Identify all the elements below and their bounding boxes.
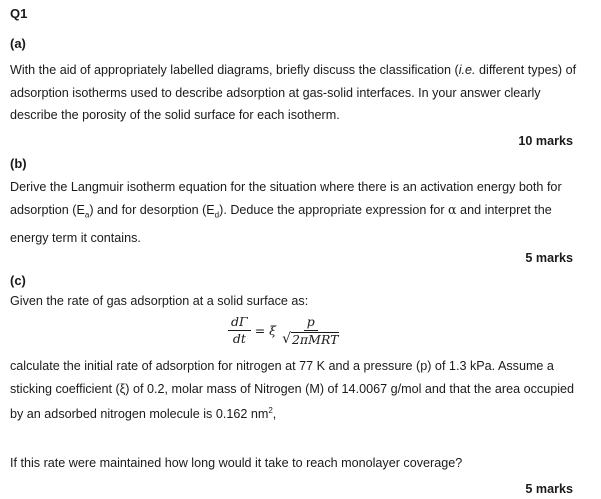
part-a-marks: 10 marks bbox=[518, 134, 573, 148]
sqrt-icon: √ bbox=[282, 331, 291, 347]
part-a-label: (a) bbox=[10, 36, 26, 51]
part-b-text-2: ) and for desorption (E bbox=[89, 202, 215, 217]
part-c-text bbox=[10, 355, 590, 426]
rhs-denominator bbox=[279, 331, 342, 346]
part-c-text-1: calculate the initial rate of adsorption for nitrogen at 77 K and a pressure (p) of 1.3 kPa. Assume a sticking coefficient (ξ) of 0.2, molar mass of Nitrogen (M) of 14.0067 g/mol and that the area occupied by an adsorbed nitrogen molecule is 0.162 nm bbox=[10, 359, 575, 422]
part-b-text bbox=[10, 176, 590, 249]
part-a-text-1: With the aid of appropriately labelled diagrams, briefly discuss the classification ( bbox=[10, 63, 459, 77]
part-b-text-1: Derive the Langmuir isotherm equation for the situation where there is an activation energy both for adsorption (E bbox=[10, 180, 562, 217]
part-b-sub-a: a bbox=[84, 210, 90, 220]
alpha-symbol: α bbox=[448, 201, 457, 217]
part-c-intro: Given the rate of gas adsorption at a solid surface as: bbox=[10, 294, 309, 308]
sqrt bbox=[282, 332, 339, 346]
equals-sign: = bbox=[254, 323, 266, 338]
part-b-text-3: ). Deduce the appropriate expression for bbox=[219, 202, 449, 217]
sqrt-radicand: 2πMRT bbox=[291, 332, 339, 347]
part-b-text-4: and interpret the energy term it contains. bbox=[10, 202, 552, 245]
part-b-marks: 5 marks bbox=[525, 251, 573, 265]
part-a-text bbox=[10, 59, 590, 127]
lhs-fraction bbox=[228, 315, 251, 346]
rhs-numerator: p bbox=[304, 315, 318, 331]
lhs-denominator: dt bbox=[232, 331, 246, 346]
part-b-sub-d: d bbox=[214, 210, 220, 220]
part-c-label: (c) bbox=[10, 273, 26, 288]
part-c-sup: 2 bbox=[268, 406, 273, 415]
part-c-marks: 5 marks bbox=[525, 482, 573, 496]
xi-symbol: ξ bbox=[269, 323, 277, 338]
rate-equation bbox=[228, 315, 342, 346]
question-number: Q1 bbox=[10, 6, 28, 21]
part-c-text-end: , bbox=[272, 407, 277, 422]
part-b-label: (b) bbox=[10, 156, 27, 171]
part-c-question: If this rate were maintained how long would it take to reach monolayer coverage? bbox=[10, 456, 463, 470]
lhs-numerator: dΓ bbox=[228, 315, 251, 331]
part-a-text-ie: i.e. bbox=[458, 63, 476, 77]
rhs-fraction bbox=[279, 315, 342, 346]
part-a-text-2: different types) of adsorption isotherms used to describe adsorption at gas-solid interfaces. In your answer clearly describe the porosity of the solid surface for each isotherm. bbox=[10, 63, 577, 122]
